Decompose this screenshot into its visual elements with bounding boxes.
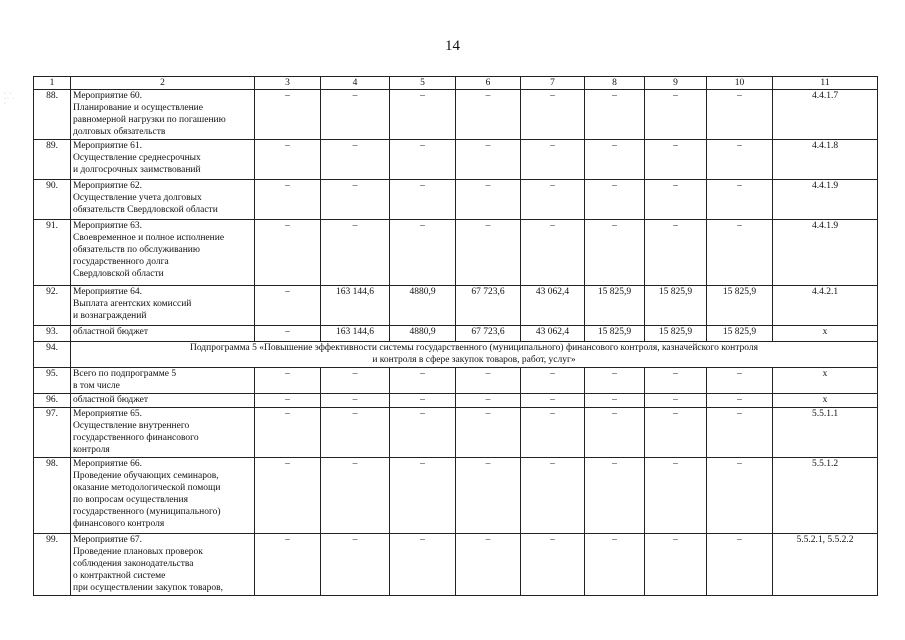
scan-artifact: · · ·· · · <box>4 91 16 107</box>
activity-name-line: Проведение плановых проверок <box>73 547 203 557</box>
value-cell-col-10: – <box>707 140 773 180</box>
value-cell-col-3: – <box>255 140 321 180</box>
row-number: 88. <box>34 90 71 140</box>
value-cell-col-9: 15 825,9 <box>645 286 707 326</box>
value-cell-col-5: – <box>390 458 456 534</box>
value-cell-col-3: – <box>255 180 321 220</box>
value-cell-col-3: – <box>255 458 321 534</box>
value-cell-col-3: – <box>255 408 321 458</box>
activity-name-line: финансового контроля <box>73 519 165 529</box>
table-row <box>34 408 878 458</box>
value-cell-col-7: – <box>521 408 585 458</box>
activity-name <box>71 140 255 180</box>
activity-name-line: Мероприятие 66. <box>73 459 143 469</box>
column-header-6: 6 <box>456 77 521 90</box>
activity-name-line: Планирование и осуществление <box>73 103 203 113</box>
row-number: 90. <box>34 180 71 220</box>
column-header-2: 2 <box>71 77 255 90</box>
value-cell-col-9: 15 825,9 <box>645 326 707 342</box>
value-cell-col-6: – <box>456 90 521 140</box>
value-cell-col-8: 15 825,9 <box>585 286 645 326</box>
table-row <box>34 286 878 326</box>
activity-name-line: при осуществлении закупок товаров, <box>73 583 223 593</box>
subprogram-title <box>71 342 878 368</box>
table-row <box>34 140 878 180</box>
value-cell-col-3: – <box>255 368 321 394</box>
value-cell-col-5: – <box>390 408 456 458</box>
value-cell-col-3: – <box>255 220 321 286</box>
value-cell-col-5: – <box>390 534 456 596</box>
activity-name-line: Своевременное и полное исполнение <box>73 233 225 243</box>
activity-name <box>71 90 255 140</box>
value-cell-col-10: – <box>707 90 773 140</box>
subprogram-row <box>34 342 878 368</box>
activity-name-line: государственного (муниципального) <box>73 507 221 517</box>
activity-name-line: Осуществление внутреннего <box>73 421 190 431</box>
value-cell-col-8: – <box>585 458 645 534</box>
activity-name-line: Мероприятие 62. <box>73 181 143 191</box>
value-cell-col-10: – <box>707 220 773 286</box>
column-header-11: 11 <box>773 77 878 90</box>
value-cell-col-7: – <box>521 90 585 140</box>
row-number: 98. <box>34 458 71 534</box>
value-cell-col-10: – <box>707 458 773 534</box>
value-cell-col-6: – <box>456 408 521 458</box>
value-cell-col-7: – <box>521 534 585 596</box>
activity-name-line: областной бюджет <box>73 395 149 405</box>
target-indicator-cell: х <box>773 394 878 408</box>
table-row <box>34 220 878 286</box>
value-cell-col-6: – <box>456 394 521 408</box>
column-header-3: 3 <box>255 77 321 90</box>
value-cell-col-8: – <box>585 220 645 286</box>
value-cell-col-5: 4880,9 <box>390 286 456 326</box>
activity-name <box>71 368 255 394</box>
target-indicator-cell: 4.4.1.7 <box>773 90 878 140</box>
activity-name-line: Мероприятие 65. <box>73 409 143 419</box>
activity-name-line: и долгосрочных заимствований <box>73 165 201 175</box>
value-cell-col-5: – <box>390 394 456 408</box>
value-cell-col-8: – <box>585 408 645 458</box>
program-activities-table <box>33 76 878 596</box>
target-indicator-cell: х <box>773 326 878 342</box>
activity-name <box>71 286 255 326</box>
value-cell-col-9: – <box>645 534 707 596</box>
value-cell-col-7: – <box>521 368 585 394</box>
activity-name <box>71 458 255 534</box>
value-cell-col-5: – <box>390 368 456 394</box>
value-cell-col-7: – <box>521 180 585 220</box>
value-cell-col-4: – <box>321 408 390 458</box>
activity-name-line: в том числе <box>73 381 120 391</box>
value-cell-col-10: – <box>707 534 773 596</box>
activity-name-line: Проведение обучающих семинаров, <box>73 471 219 481</box>
column-header-8: 8 <box>585 77 645 90</box>
value-cell-col-7: – <box>521 220 585 286</box>
target-indicator-cell: 5.5.1.1 <box>773 408 878 458</box>
value-cell-col-9: – <box>645 408 707 458</box>
value-cell-col-4: – <box>321 140 390 180</box>
value-cell-col-9: – <box>645 90 707 140</box>
value-cell-col-9: – <box>645 220 707 286</box>
target-indicator-cell: 5.5.2.1, 5.5.2.2 <box>773 534 878 596</box>
value-cell-col-3: – <box>255 394 321 408</box>
table-row <box>34 180 878 220</box>
activity-name <box>71 220 255 286</box>
activity-name-line: оказание методологической помощи <box>73 483 221 493</box>
subprogram-title-line: Подпрограмма 5 «Повышение эффективности системы государственного (муниципального) финансового контроля, казначейского контроля <box>189 343 759 353</box>
value-cell-col-8: – <box>585 394 645 408</box>
activity-name-line: государственного финансового <box>73 433 199 443</box>
value-cell-col-5: 4880,9 <box>390 326 456 342</box>
table-row <box>34 90 878 140</box>
value-cell-col-7: 43 062,4 <box>521 326 585 342</box>
value-cell-col-9: – <box>645 394 707 408</box>
activity-name-line: Мероприятие 63. <box>73 221 143 231</box>
target-indicator-cell: 5.5.1.2 <box>773 458 878 534</box>
value-cell-col-7: – <box>521 394 585 408</box>
table-body <box>34 90 878 596</box>
row-number: 89. <box>34 140 71 180</box>
value-cell-col-3: – <box>255 286 321 326</box>
value-cell-col-3: – <box>255 90 321 140</box>
activity-name-line: и вознаграждений <box>73 311 147 321</box>
value-cell-col-10: 15 825,9 <box>707 326 773 342</box>
value-cell-col-9: – <box>645 458 707 534</box>
value-cell-col-4: – <box>321 368 390 394</box>
value-cell-col-7: 43 062,4 <box>521 286 585 326</box>
activity-name-line: равномерной нагрузки по погашению <box>73 115 226 125</box>
column-header-7: 7 <box>521 77 585 90</box>
row-number: 92. <box>34 286 71 326</box>
table-row <box>34 458 878 534</box>
value-cell-col-6: – <box>456 180 521 220</box>
activity-name-line: Мероприятие 67. <box>73 535 143 545</box>
value-cell-col-4: 163 144,6 <box>321 286 390 326</box>
table-row <box>34 326 878 342</box>
page-number: 14 <box>445 38 460 54</box>
activity-name-line: Мероприятие 60. <box>73 91 143 101</box>
value-cell-col-8: – <box>585 368 645 394</box>
activity-name <box>71 408 255 458</box>
activity-name <box>71 326 255 342</box>
column-header-4: 4 <box>321 77 390 90</box>
value-cell-col-6: – <box>456 368 521 394</box>
table-row <box>34 368 878 394</box>
value-cell-col-10: – <box>707 180 773 220</box>
value-cell-col-8: 15 825,9 <box>585 326 645 342</box>
activity-name-line: Мероприятие 64. <box>73 287 143 297</box>
value-cell-col-3: – <box>255 326 321 342</box>
activity-name <box>71 394 255 408</box>
column-header-1: 1 <box>34 77 71 90</box>
value-cell-col-8: – <box>585 140 645 180</box>
value-cell-col-5: – <box>390 140 456 180</box>
activity-name-line: обязательств Свердловской области <box>73 205 218 215</box>
row-number: 95. <box>34 368 71 394</box>
value-cell-col-9: – <box>645 140 707 180</box>
target-indicator-cell: 4.4.2.1 <box>773 286 878 326</box>
table-row <box>34 394 878 408</box>
value-cell-col-6: 67 723,6 <box>456 326 521 342</box>
activity-name <box>71 534 255 596</box>
value-cell-col-4: – <box>321 220 390 286</box>
target-indicator-cell: 4.4.1.9 <box>773 180 878 220</box>
activity-name-line: государственного долга <box>73 257 169 267</box>
value-cell-col-10: – <box>707 394 773 408</box>
target-indicator-cell: х <box>773 368 878 394</box>
activity-name-line: Выплата агентских комиссий <box>73 299 192 309</box>
activity-name <box>71 180 255 220</box>
activity-name-line: по вопросам осуществления <box>73 495 188 505</box>
activity-name-line: контроля <box>73 445 110 455</box>
table-row <box>34 534 878 596</box>
activity-name-line: соблюдения законодательства <box>73 559 194 569</box>
value-cell-col-6: – <box>456 140 521 180</box>
activity-name-line: Осуществление среднесрочных <box>73 153 201 163</box>
row-number: 91. <box>34 220 71 286</box>
value-cell-col-8: – <box>585 90 645 140</box>
value-cell-col-3: – <box>255 534 321 596</box>
value-cell-col-4: – <box>321 458 390 534</box>
value-cell-col-6: – <box>456 534 521 596</box>
row-number: 93. <box>34 326 71 342</box>
activity-name-line: о контрактной системе <box>73 571 166 581</box>
row-number: 97. <box>34 408 71 458</box>
value-cell-col-6: – <box>456 220 521 286</box>
value-cell-col-9: – <box>645 180 707 220</box>
activity-name-line: областной бюджет <box>73 327 149 337</box>
value-cell-col-6: 67 723,6 <box>456 286 521 326</box>
value-cell-col-4: 163 144,6 <box>321 326 390 342</box>
value-cell-col-6: – <box>456 458 521 534</box>
value-cell-col-10: – <box>707 368 773 394</box>
activity-name-line: Свердловской области <box>73 269 164 279</box>
row-number: 99. <box>34 534 71 596</box>
value-cell-col-4: – <box>321 180 390 220</box>
value-cell-col-10: 15 825,9 <box>707 286 773 326</box>
value-cell-col-8: – <box>585 180 645 220</box>
value-cell-col-5: – <box>390 180 456 220</box>
activity-name-line: Всего по подпрограмме 5 <box>73 369 177 379</box>
value-cell-col-9: – <box>645 368 707 394</box>
column-header-5: 5 <box>390 77 456 90</box>
value-cell-col-5: – <box>390 220 456 286</box>
value-cell-col-7: – <box>521 458 585 534</box>
activity-name-line: обязательств по обслуживанию <box>73 245 200 255</box>
activity-name-line: Осуществление учета долговых <box>73 193 202 203</box>
table-header-row <box>34 77 878 90</box>
value-cell-col-4: – <box>321 534 390 596</box>
column-header-9: 9 <box>645 77 707 90</box>
activity-name-line: долговых обязательств <box>73 127 166 137</box>
activity-name-line: Мероприятие 61. <box>73 141 143 151</box>
value-cell-col-8: – <box>585 534 645 596</box>
column-header-10: 10 <box>707 77 773 90</box>
row-number: 94. <box>34 342 71 368</box>
value-cell-col-4: – <box>321 90 390 140</box>
target-indicator-cell: 4.4.1.9 <box>773 220 878 286</box>
value-cell-col-5: – <box>390 90 456 140</box>
value-cell-col-7: – <box>521 140 585 180</box>
subprogram-title-line: и контроля в сфере закупок товаров, работ, услуг» <box>372 355 576 365</box>
target-indicator-cell: 4.4.1.8 <box>773 140 878 180</box>
value-cell-col-10: – <box>707 408 773 458</box>
row-number: 96. <box>34 394 71 408</box>
value-cell-col-4: – <box>321 394 390 408</box>
